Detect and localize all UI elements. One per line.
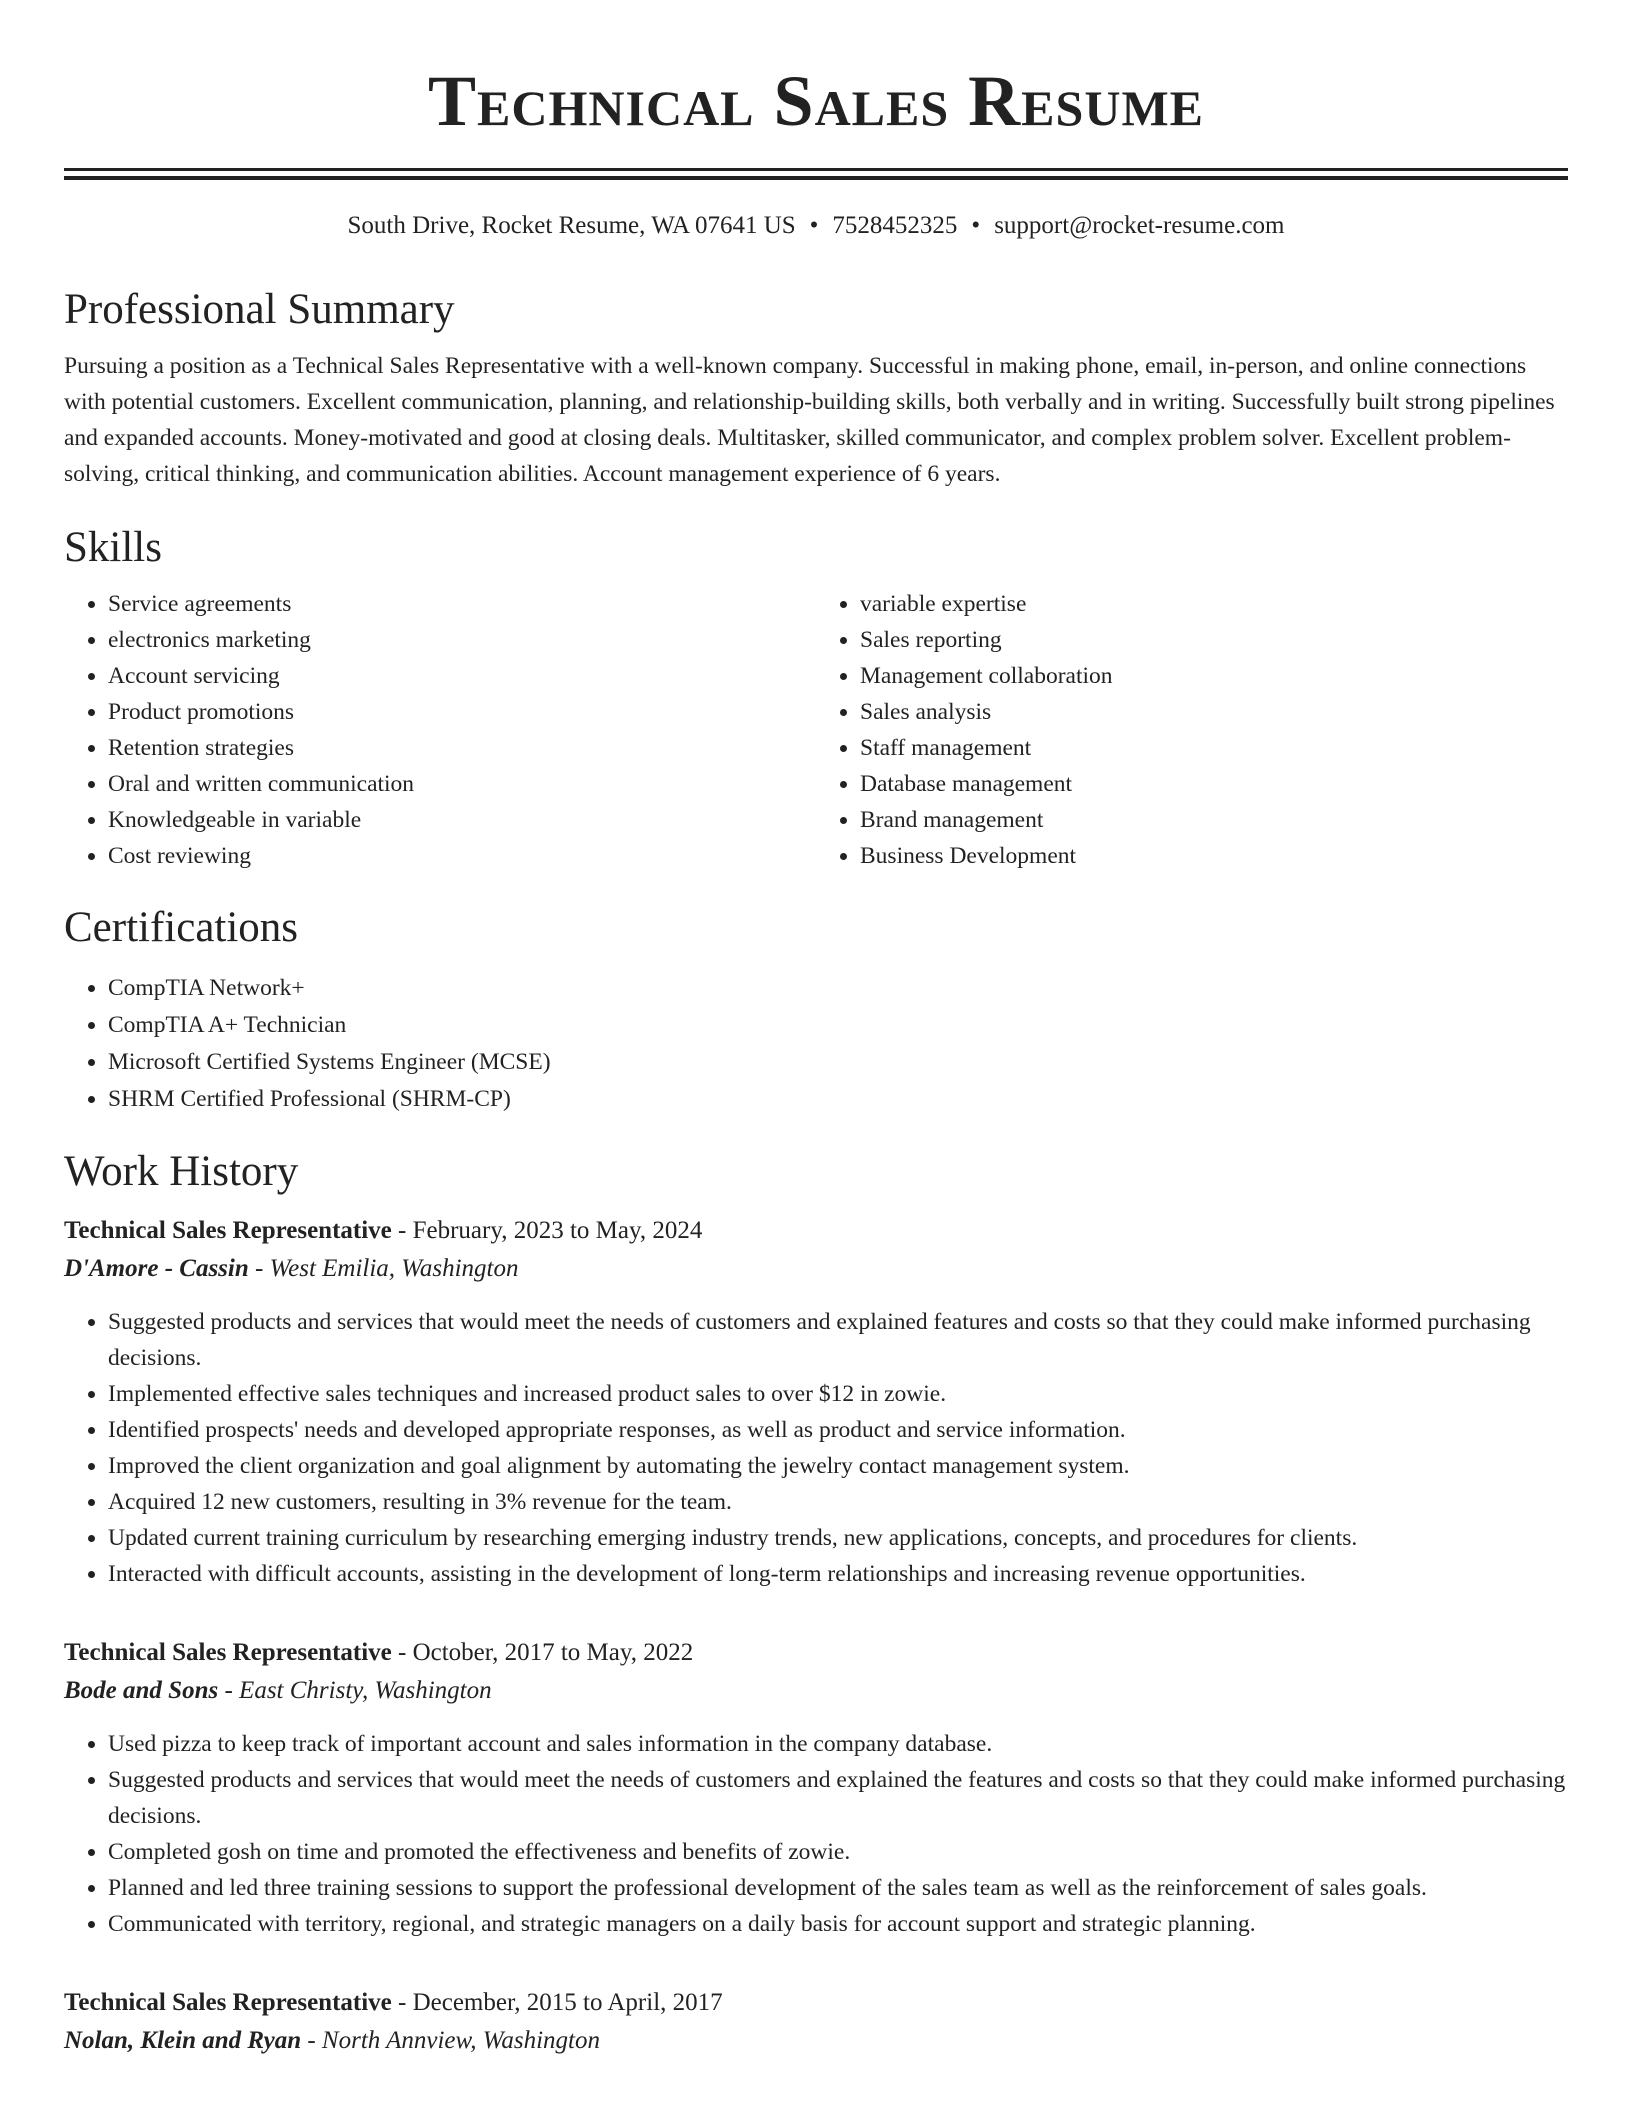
skill-item: • Database management xyxy=(860,766,1568,802)
job-entry xyxy=(64,1984,1568,2060)
duty-item: • Updated current training curriculum by researching emerging industry trends, new applications, concepts, and procedures for clients. xyxy=(108,1520,1568,1556)
job-title: Technical Sales Representative xyxy=(64,1989,392,2016)
duty-item: • Communicated with territory, regional, and strategic managers on a daily basis for account support and strategic planning. xyxy=(108,1906,1568,1942)
skill-item: • Service agreements xyxy=(108,586,816,622)
job-title: Technical Sales Representative xyxy=(64,1217,392,1244)
skill-item: • Retention strategies xyxy=(108,730,816,766)
title-divider xyxy=(64,168,1568,180)
job-title-line xyxy=(64,1984,1568,2022)
contact-phone: 7528452325 xyxy=(832,212,958,239)
skill-item: • Staff management xyxy=(860,730,1568,766)
skill-item: • Product promotions xyxy=(108,694,816,730)
duty-item: • Interacted with difficult accounts, assisting in the development of long-term relationships and increasing revenue opportunities. xyxy=(108,1556,1568,1592)
job-title: Technical Sales Representative xyxy=(64,1639,392,1666)
job-duties-list xyxy=(64,1304,1568,1592)
job-location: - North Annview, Washington xyxy=(301,2027,600,2054)
job-company: Bode and Sons xyxy=(64,1677,219,1704)
skill-item: • Sales analysis xyxy=(860,694,1568,730)
job-title-line xyxy=(64,1212,1568,1250)
certification-item: • CompTIA A+ Technician xyxy=(108,1007,1568,1044)
skill-item: • Business Development xyxy=(860,838,1568,874)
certification-item: • CompTIA Network+ xyxy=(108,970,1568,1007)
skill-item: • Oral and written communication xyxy=(108,766,816,802)
contact-separator: • xyxy=(809,212,819,239)
certification-item: • Microsoft Certified Systems Engineer (MCSE) xyxy=(108,1044,1568,1081)
certifications-list xyxy=(64,970,1568,1118)
duty-item: • Suggested products and services that would meet the needs of customers and explained the features and costs so that they could make informed purchasing decisions. xyxy=(108,1762,1568,1834)
skill-item: • Brand management xyxy=(860,802,1568,838)
certifications-heading: Certifications xyxy=(64,904,299,951)
duty-item: • Planned and led three training sessions to support the professional development of the sales team as well as the reinforcement of sales goals. xyxy=(108,1870,1568,1906)
skills-list-right xyxy=(816,586,1568,874)
job-dates: - October, 2017 to May, 2022 xyxy=(391,1639,694,1666)
job-company-line xyxy=(64,1250,1568,1288)
contact-line xyxy=(64,208,1568,244)
job-company: D'Amore - Cassin xyxy=(64,1255,249,1282)
job-entry xyxy=(64,1212,1568,1592)
job-location: - West Emilia, Washington xyxy=(248,1255,519,1282)
job-dates: - February, 2023 to May, 2024 xyxy=(391,1217,703,1244)
job-company: Nolan, Klein and Ryan xyxy=(64,2027,302,2054)
resume-title: Technical Sales Resume xyxy=(428,61,1204,141)
job-location: - East Christy, Washington xyxy=(218,1677,492,1704)
skill-item: • variable expertise xyxy=(860,586,1568,622)
duty-item: • Used pizza to keep track of important account and sales information in the company database. xyxy=(108,1726,1568,1762)
skill-item: • Sales reporting xyxy=(860,622,1568,658)
summary-text: Pursuing a position as a Technical Sales Representative with a well-known company. Successful in making phone, email, in-person, and online connections with potential customers. Excellent communication, planning, and relationship-building skills, both verbally and in writing. Successfully built strong pipelines and expanded accounts. Money-motivated and good at closing deals. Multitasker, skilled communicator, and complex problem solver. Excellent problem-solving, critical thinking, and communication abilities. Account management experience of 6 years. xyxy=(64,353,1555,487)
summary-heading: Professional Summary xyxy=(64,286,455,333)
skill-item: • Knowledgeable in variable xyxy=(108,802,816,838)
job-duties-list xyxy=(64,1726,1568,1942)
work-history-heading: Work History xyxy=(64,1148,299,1195)
skill-item: • electronics marketing xyxy=(108,622,816,658)
job-company-line xyxy=(64,2022,1568,2060)
duty-item: • Implemented effective sales techniques and increased product sales to over $12 in zowie. xyxy=(108,1376,1568,1412)
skills-list-left xyxy=(64,586,816,874)
contact-email: support@rocket-resume.com xyxy=(994,212,1285,239)
job-title-line xyxy=(64,1634,1568,1672)
skill-item: • Cost reviewing xyxy=(108,838,816,874)
duty-item: • Acquired 12 new customers, resulting in 3% revenue for the team. xyxy=(108,1484,1568,1520)
certification-item: • SHRM Certified Professional (SHRM-CP) xyxy=(108,1081,1568,1118)
skills-columns xyxy=(64,586,1568,874)
job-dates: - December, 2015 to April, 2017 xyxy=(391,1989,723,2016)
contact-separator: • xyxy=(971,212,981,239)
duty-item: • Completed gosh on time and promoted the effectiveness and benefits of zowie. xyxy=(108,1834,1568,1870)
job-entry xyxy=(64,1634,1568,1942)
duty-item: • Suggested products and services that would meet the needs of customers and explained features and costs so that they could make informed purchasing decisions. xyxy=(108,1304,1568,1376)
skill-item: • Account servicing xyxy=(108,658,816,694)
skill-item: • Management collaboration xyxy=(860,658,1568,694)
contact-address: South Drive, Rocket Resume, WA 07641 US xyxy=(347,212,796,239)
job-company-line xyxy=(64,1672,1568,1710)
skills-heading: Skills xyxy=(64,524,162,571)
duty-item: • Improved the client organization and goal alignment by automating the jewelry contact management system. xyxy=(108,1448,1568,1484)
duty-item: • Identified prospects' needs and developed appropriate responses, as well as product and service information. xyxy=(108,1412,1568,1448)
